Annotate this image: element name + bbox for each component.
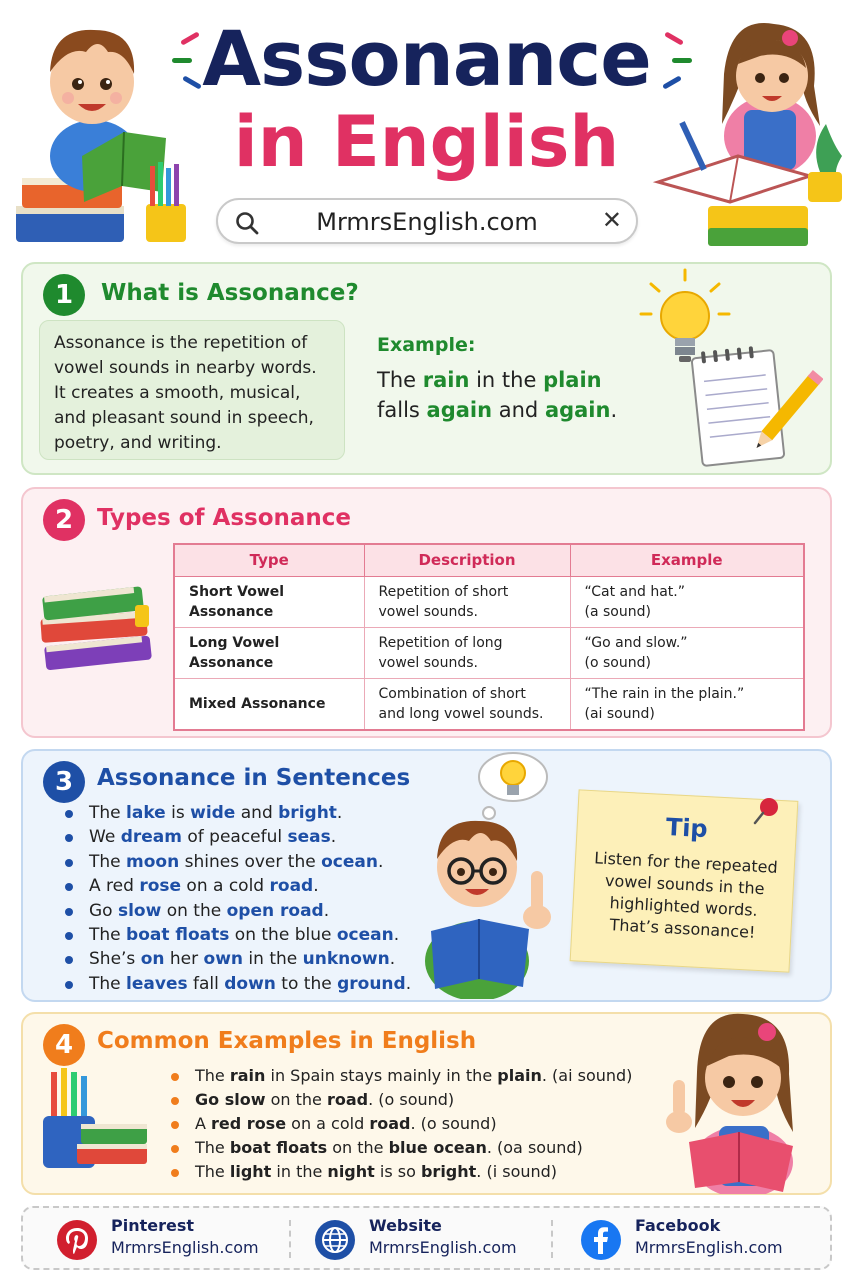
search-bar[interactable] <box>216 198 638 244</box>
tip-text: Listen for the repeated vowel sounds in the highlighted words. That’s assonance! <box>593 848 779 942</box>
pinterest-icon <box>55 1218 99 1262</box>
type-cell: Mixed Assonance <box>174 678 364 730</box>
example-text: in the <box>469 368 544 392</box>
page-title-line2: in English <box>233 101 620 183</box>
sentence-text: . <box>405 973 412 994</box>
sentence-text: The <box>195 1138 230 1157</box>
highlighted-word: leaves <box>126 973 188 994</box>
example-line-1 <box>377 368 602 392</box>
list-item <box>63 825 411 849</box>
description-line: and long vowel sounds. <box>378 705 544 722</box>
header <box>0 0 853 255</box>
type-cell: Long Vowel Assonance <box>174 627 364 678</box>
sentence-text: The <box>195 1066 230 1085</box>
highlighted-word: blue ocean <box>388 1138 487 1157</box>
highlighted-word: ground <box>337 973 406 994</box>
list-item <box>169 1160 632 1184</box>
sentence-text: . (o sound) <box>410 1114 497 1133</box>
example-cell <box>570 678 804 730</box>
common-examples-list <box>169 1064 632 1184</box>
bullet-icon <box>65 859 73 867</box>
highlighted-word: bright <box>420 1162 477 1181</box>
bullet-icon <box>65 981 73 989</box>
highlighted-word: ocean <box>336 925 394 946</box>
description-cell <box>364 627 570 678</box>
column-header: Type <box>174 544 364 576</box>
section-types-of-assonance <box>21 487 832 738</box>
list-item <box>169 1136 632 1160</box>
example-line: “Go and slow.” <box>584 634 688 651</box>
type-cell: Short Vowel Assonance <box>174 576 364 627</box>
example-highlight: plain <box>543 368 602 392</box>
sentence-text: in the <box>271 1162 328 1181</box>
highlighted-word: slow <box>117 900 162 921</box>
sentence-text: She’s <box>89 949 141 970</box>
book-stack-illustration <box>37 581 157 681</box>
example-text: falls <box>377 398 427 422</box>
highlighted-word: light <box>229 1162 272 1181</box>
girl-reading-illustration <box>643 1002 823 1194</box>
column-header: Example <box>570 544 804 576</box>
list-item <box>63 923 411 947</box>
example-line: “The rain in the plain.” <box>584 685 745 702</box>
section-what-is-assonance <box>21 262 832 475</box>
highlighted-word: wide <box>190 803 236 823</box>
highlighted-word: dream <box>120 827 182 848</box>
highlighted-word: open road <box>226 900 324 921</box>
sentence-text: The <box>89 925 127 946</box>
list-item <box>169 1112 632 1136</box>
sentence-text: Go <box>89 900 118 921</box>
footer-name: Facebook <box>635 1216 721 1235</box>
footer-name: Website <box>369 1216 442 1235</box>
section-title: Types of Assonance <box>97 505 352 531</box>
sentence-text: . (ai sound) <box>541 1066 633 1085</box>
table-row <box>174 627 804 678</box>
pencil-cup-books-illustration <box>37 1066 157 1186</box>
sentence-text: A <box>195 1114 212 1133</box>
sentence-text: The <box>89 851 127 872</box>
sentence-text: on a cold <box>181 876 270 897</box>
section-assonance-in-sentences <box>21 749 832 1002</box>
globe-icon <box>313 1218 357 1262</box>
example-line: “Cat and hat.” <box>584 583 685 600</box>
sparkle-left-mid <box>172 58 192 63</box>
bullet-icon <box>171 1097 179 1105</box>
sentence-text: . (o sound) <box>368 1090 455 1109</box>
bullet-icon <box>65 908 73 916</box>
highlighted-word: on <box>140 949 165 970</box>
highlighted-word: ocean <box>321 851 378 872</box>
sentence-text: The <box>89 803 127 823</box>
sentence-text: to the <box>275 973 338 994</box>
highlighted-word: Go slow <box>195 1090 266 1109</box>
highlighted-word: road <box>369 1114 411 1133</box>
footer-url: MrmrsEnglish.com <box>369 1238 517 1257</box>
highlighted-word: road <box>326 1090 369 1109</box>
example-text: The <box>377 368 423 392</box>
bullet-icon <box>65 834 73 842</box>
example-line: (a sound) <box>584 603 651 620</box>
example-line: (o sound) <box>584 654 651 671</box>
types-table <box>173 543 805 731</box>
sentence-text: of peaceful <box>181 827 288 848</box>
sentence-text: on the <box>265 1090 327 1109</box>
sentence-text: . <box>393 925 400 946</box>
sentence-text: is <box>165 803 191 823</box>
bullet-icon <box>171 1073 179 1081</box>
table-row <box>174 678 804 730</box>
sentence-text: on the <box>161 900 227 921</box>
sentence-text: fall <box>187 973 225 994</box>
description-line: vowel sounds. <box>378 603 478 620</box>
sentence-text: . <box>336 803 343 823</box>
example-line-2 <box>377 398 617 422</box>
sentence-list <box>63 801 411 996</box>
example-highlight: again <box>426 398 493 422</box>
section-number-badge: 1 <box>43 274 85 316</box>
highlighted-word: down <box>224 973 276 994</box>
sentence-text: . <box>377 851 384 872</box>
tip-title: Tip <box>665 812 709 844</box>
list-item <box>63 972 411 996</box>
footer-url: MrmrsEnglish.com <box>635 1238 783 1257</box>
example-text: and <box>492 398 545 422</box>
example-cell <box>570 576 804 627</box>
list-item <box>63 801 411 825</box>
sentence-text: The <box>89 973 127 994</box>
close-icon[interactable]: ✕ <box>601 206 622 234</box>
section-title: Common Examples in English <box>97 1028 477 1054</box>
sentence-text: . (i sound) <box>476 1162 558 1181</box>
definition-box: Assonance is the repetition of vowel sounds in nearby words. It creates a smooth, musical, and pleasant sound in speech, poetry, and writing. <box>39 320 345 460</box>
pushpin-icon <box>749 795 783 829</box>
column-header: Description <box>364 544 570 576</box>
sentence-text: . <box>313 876 319 897</box>
sentence-text: We <box>89 827 121 848</box>
bullet-icon <box>171 1121 179 1129</box>
sparkle-right-mid <box>672 58 692 63</box>
description-cell <box>364 576 570 627</box>
list-item <box>169 1064 632 1088</box>
example-highlight: rain <box>422 368 470 392</box>
search-text: MrmrsEnglish.com <box>316 208 538 236</box>
description-cell <box>364 678 570 730</box>
highlighted-word: boat floats <box>126 925 230 946</box>
description-line: vowel sounds. <box>378 654 478 671</box>
highlighted-word: seas <box>287 827 331 848</box>
bullet-icon <box>65 883 73 891</box>
list-item <box>63 899 411 923</box>
description-line: Repetition of short <box>378 583 509 600</box>
sentence-text: shines over the <box>179 851 322 872</box>
list-item <box>63 874 411 898</box>
description-line: Repetition of long <box>378 634 503 651</box>
highlighted-word: boat floats <box>229 1138 328 1157</box>
footer-divider <box>551 1220 553 1258</box>
facebook-icon <box>579 1218 623 1262</box>
highlighted-word: rain <box>229 1066 266 1085</box>
highlighted-word: moon <box>126 851 180 872</box>
sentence-text: on the blue <box>229 925 337 946</box>
sentence-text: on a cold <box>286 1114 370 1133</box>
sentence-text: and <box>235 803 279 823</box>
sentence-text: A red <box>89 876 140 897</box>
footer-name: Pinterest <box>111 1216 195 1235</box>
highlighted-word: night <box>327 1162 375 1181</box>
footer-divider <box>289 1220 291 1258</box>
example-highlight: again <box>544 398 611 422</box>
example-text: . <box>610 398 618 422</box>
lightbulb-notepad-illustration <box>633 268 823 468</box>
highlighted-word: red rose <box>211 1114 287 1133</box>
section-number-badge: 4 <box>43 1024 85 1066</box>
sentence-text: in the <box>243 949 303 970</box>
footer-url: MrmrsEnglish.com <box>111 1238 259 1257</box>
example-cell <box>570 627 804 678</box>
highlighted-word: plain <box>497 1066 542 1085</box>
sentence-text: her <box>164 949 204 970</box>
list-item <box>63 947 411 971</box>
bullet-icon <box>171 1169 179 1177</box>
highlighted-word: bright <box>278 803 337 823</box>
highlighted-word: rose <box>139 876 182 897</box>
section-number-badge: 3 <box>43 761 85 803</box>
search-icon <box>234 210 260 236</box>
sentence-text: is so <box>374 1162 421 1181</box>
footer <box>21 1206 832 1270</box>
highlighted-word: unknown <box>302 949 390 970</box>
highlighted-word: road <box>269 876 314 897</box>
sentence-text: . (oa sound) <box>486 1138 583 1157</box>
section-title: Assonance in Sentences <box>97 765 411 791</box>
sentence-text: The <box>195 1162 230 1181</box>
page-title-line1: Assonance <box>202 14 651 103</box>
bullet-icon <box>65 810 73 818</box>
bullet-icon <box>65 932 73 940</box>
list-item <box>63 850 411 874</box>
sentence-text: on the <box>327 1138 389 1157</box>
sentence-text: . <box>330 827 337 848</box>
section-number-badge: 2 <box>43 499 85 541</box>
table-header-row <box>174 544 804 576</box>
list-item <box>169 1088 632 1112</box>
bullet-icon <box>65 956 73 964</box>
description-line: Combination of short <box>378 685 526 702</box>
section-title: What is Assonance? <box>101 280 359 306</box>
table-row <box>174 576 804 627</box>
example-line: (ai sound) <box>584 705 655 722</box>
sentence-text: in Spain stays mainly in the <box>265 1066 498 1085</box>
highlighted-word: lake <box>126 803 166 823</box>
highlighted-word: own <box>203 949 244 970</box>
example-label: Example: <box>377 334 476 356</box>
boy-with-glasses-illustration <box>401 751 571 999</box>
sentence-text: . <box>323 900 330 921</box>
section-common-examples <box>21 1012 832 1195</box>
bullet-icon <box>171 1145 179 1153</box>
sentence-text: . <box>389 949 396 970</box>
